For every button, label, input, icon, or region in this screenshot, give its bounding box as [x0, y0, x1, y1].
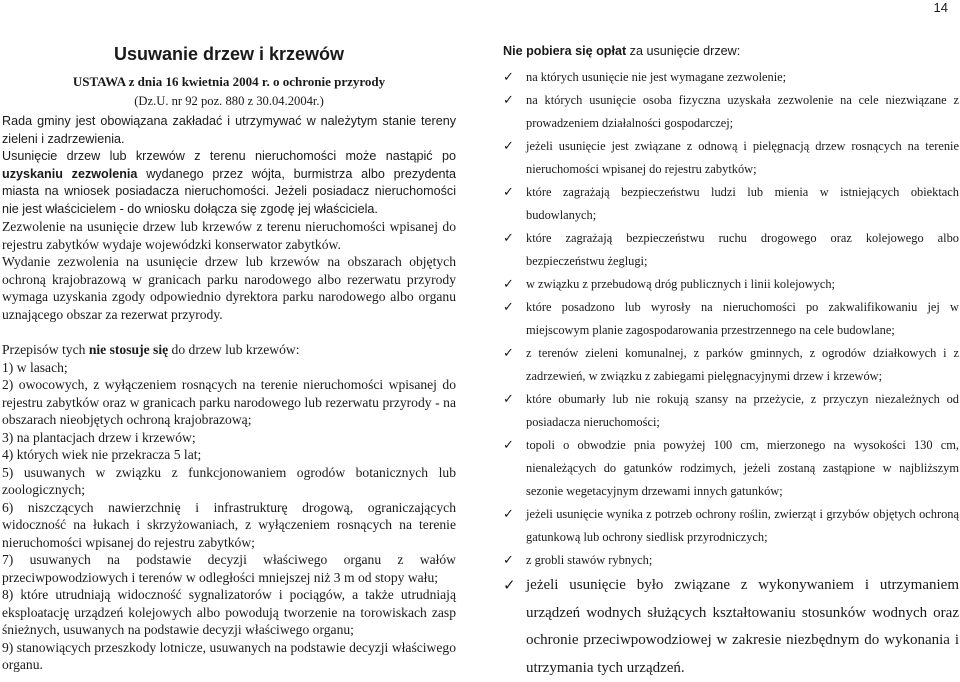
fees-heading	[503, 44, 959, 58]
fee-exemption-item	[503, 296, 959, 342]
fee-exemption-list	[503, 66, 959, 682]
fee-exemption-item	[503, 66, 959, 89]
fee-exemption-text: jeżeli usunięcie wynika z potrzeb ochrony roślin, zwierząt i grzybów objętych ochroną gatunkową lub ochrony siedlisk przyrodniczych;	[526, 507, 959, 544]
spacer	[2, 323, 456, 341]
fee-exemption-text: z grobli stawów rybnych;	[526, 553, 653, 567]
checkmark-icon: ✓	[503, 553, 514, 568]
fee-exemption-item	[503, 503, 959, 549]
exemption-item: 2) owocowych, z wyłączeniem rosnących na terenie nieruchomości wpisanej do rejestru zabytków oraz w granicach parku narodowego lub rezerwatu przyrody - na obszarach nieobjętych ochroną krajobrazową;	[2, 377, 456, 427]
fee-exemption-text: na których usunięcie osoba fizyczna uzyskała zezwolenie na cele niezwiązane z prowadzeniem działalności gospodarczej;	[526, 93, 959, 130]
paragraph-permit	[2, 148, 456, 218]
checkmark-icon: ✓	[503, 507, 514, 522]
checkmark-icon: ✓	[503, 438, 514, 453]
checkmark-icon: ✓	[503, 392, 514, 407]
checkmark-icon: ✓	[503, 139, 514, 154]
exemptions-intro	[2, 341, 456, 359]
exempt-text-a: Przepisów tych	[2, 342, 89, 357]
fees-heading-bold: Nie pobiera się opłat	[503, 44, 627, 58]
exemption-item: 1) w lasach;	[2, 359, 68, 375]
fee-exemption-text: które zagrażają bezpieczeństwu ludzi lub mienia w istniejących obiektach budowlanych;	[526, 185, 959, 222]
exempt-text-bold: nie stosuje się	[88, 342, 169, 357]
page-number: 14	[933, 0, 948, 15]
fees-heading-rest: za usunięcie drzew:	[626, 44, 741, 58]
fee-exemption-text: z terenów zieleni komunalnej, z parków gminnych, z ogrodów działkowych i z zadrzewień, w związku z zabiegami pielęgnacyjnymi drzew i krzewów;	[526, 346, 959, 383]
exempt-text-c: do drzew lub krzewów:	[168, 342, 300, 357]
fee-exemption-text: które posadzono lub wyrosły na nieruchomości po zakwalifikowaniu jej w miejscowym planie zagospodarowania przestrzennego na cele budowlane;	[526, 300, 959, 337]
paragraph-heritage: Zezwolenie na usunięcie drzew lub krzewów z terenu nieruchomości wpisanej do rejestru zabytków wydaje wojewódzki konserwator zabytków.	[2, 219, 456, 252]
checkmark-icon: ✓	[503, 185, 514, 200]
fee-exemption-text: w związku z przebudową dróg publicznych i linii kolejowych;	[526, 277, 835, 291]
left-column	[2, 42, 456, 674]
checkmark-icon: ✓	[503, 70, 514, 85]
exemption-item: 9) stanowiących przeszkody lotnicze, usuwanych na podstawie decyzji właściwego organu.	[2, 639, 456, 672]
fee-exemption-item	[503, 549, 959, 572]
checkmark-icon: ✓	[503, 231, 514, 246]
exemption-item: 3) na plantacjach drzew i krzewów;	[2, 429, 196, 445]
permit-text-c: wydanego przez wójta, burmistrza albo prezydenta miasta na wniosek posiadacza nieruchomości. Jeżeli posiadacz nieruchomości nie jest właścicielem - do wniosku dołącza się zgodę jej właściciela.	[2, 166, 456, 216]
fee-exemption-item	[503, 388, 959, 434]
checkmark-icon: ✓	[503, 93, 514, 108]
fee-exemption-text: które obumarły lub nie rokują szansy na przeżycie, z przyczyn niezależnych od posiadacza nieruchomości;	[526, 392, 959, 429]
right-column	[503, 44, 959, 682]
permit-text-a: Usunięcie drzew lub krzewów z terenu nieruchomości może nastąpić po	[2, 149, 456, 163]
exemption-item: 7) usuwanych na podstawie decyzji właściwego organu z wałów przeciwpowodziowych i terenów w odległości mniejszej niż 3 m od stopy wału;	[2, 552, 456, 585]
fee-exemption-item	[503, 89, 959, 135]
checkmark-icon: ✓	[503, 300, 514, 315]
fee-exemption-text: topoli o obwodzie pnia powyżej 100 cm, mierzonego na wysokości 130 cm, nienależących do gatunków rodzimych, jeżeli zostaną zastąpione w najbliższym sezonie wegetacyjnym drzewami innych gatunków;	[526, 438, 959, 498]
fee-exemption-item	[503, 227, 959, 273]
act-citation: (Dz.U. nr 92 poz. 880 z 30.04.2004r.)	[134, 94, 324, 108]
paragraph-council-duty: Rada gminy jest obowiązana zakładać i utrzymywać w należytym stanie tereny zieleni i zadrzewienia.	[2, 114, 456, 146]
fee-exemption-text: jeżeli usunięcie jest związane z odnową i pielęgnacją drzew rosnących na terenie nieruchomości wpisanej do rejestru zabytków;	[526, 139, 959, 176]
paragraph-protected-areas: Wydanie zezwolenia na usunięcie drzew lub krzewów na obszarach objętych ochroną krajobrazową w granicach parku narodowego albo rezerwatu przyrody wymaga uzyskania zgody odpowiednio dyrektora parku narodowego albo organu uznającego obszar za rezerwat przyrody.	[2, 254, 456, 322]
act-reference: USTAWA z dnia 16 kwietnia 2004 r. o ochronie przyrody	[72, 74, 386, 89]
permit-text-bold: uzyskaniu zezwolenia	[2, 166, 138, 181]
fee-exemption-item	[503, 273, 959, 296]
exemption-item: 8) które utrudniają widoczność sygnalizatorów i pociągów, a także utrudniają eksploatację urządzeń kolejowych albo powodują tworzenie na torowiskach zasp śnieżnych, usuwanych na podstawie decyzji właściwego organu;	[2, 587, 456, 637]
checkmark-icon: ✓	[503, 277, 514, 292]
exemption-item: 6) niszczących nawierzchnię i infrastrukturę drogową, ograniczających widoczność na łukach i skrzyżowaniach, z wyłączeniem rosnących na terenie nieruchomości wpisanej do rejestru zabytków;	[2, 499, 456, 550]
fee-exemption-item	[503, 342, 959, 388]
exemption-item: 4) których wiek nie przekracza 5 lat;	[2, 447, 202, 462]
fee-exemption-item	[503, 181, 959, 227]
fee-exemption-text: jeżeli usunięcie było związane z wykonywaniem i utrzymaniem urządzeń wodnych służących kształtowaniu stosunków wodnych oraz ochronie przeciwpowodziowej w zakresie niezbędnym do wykonania i utrzymania tych urządzeń.	[526, 577, 959, 676]
fee-exemption-item	[503, 434, 959, 503]
fee-exemption-item	[503, 572, 959, 682]
fee-exemption-item	[503, 135, 959, 181]
checkmark-icon: ✓	[503, 346, 514, 361]
fee-exemption-text: na których usunięcie nie jest wymagane zezwolenie;	[526, 70, 787, 84]
checkmark-icon: ✓	[503, 576, 516, 594]
fee-exemption-text: które zagrażają bezpieczeństwu ruchu drogowego oraz kolejowego albo bezpieczeństwu żeglugi;	[526, 231, 959, 268]
exemption-item: 5) usuwanych w związku z funkcjonowaniem ogrodów botanicznych lub zoologicznych;	[2, 464, 456, 497]
section-title: Usuwanie drzew i krzewów	[113, 44, 345, 64]
